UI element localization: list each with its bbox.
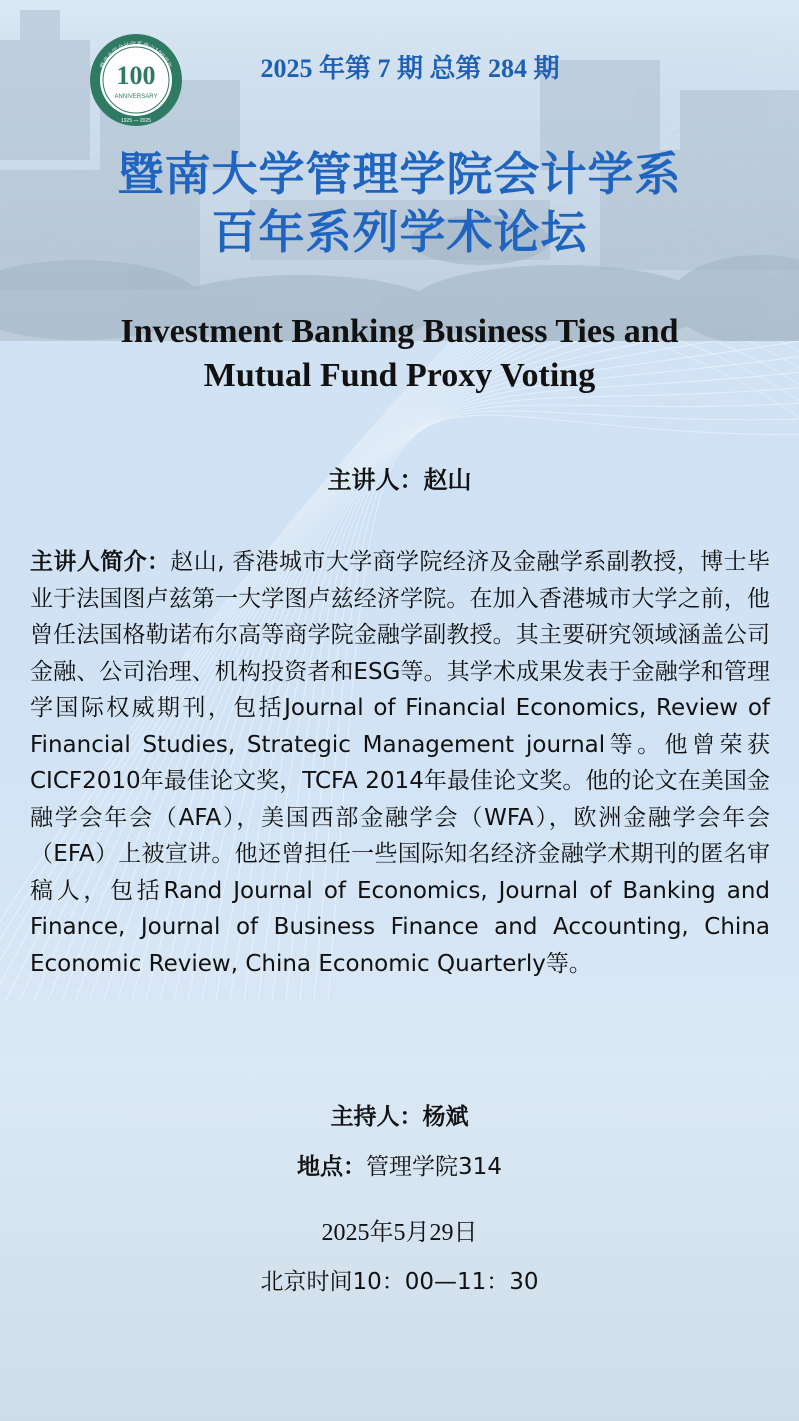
forum-title-line2: 百年系列学术论坛 <box>211 205 588 259</box>
venue-label: 地点： <box>297 1154 367 1180</box>
logo-label: ANNIVERSARY <box>114 94 158 100</box>
lecture-title-line1: Investment Banking Business Ties and <box>120 313 679 350</box>
anniversary-logo <box>88 32 184 128</box>
lecture-title <box>0 310 799 398</box>
lecture-title-line2: Mutual Fund Proxy Voting <box>203 357 596 394</box>
speaker-label: 主讲人： <box>327 466 424 494</box>
venue-value: 管理学院314 <box>366 1154 502 1180</box>
logo-arc-text: 暨南大学会计学系成立100周年 <box>99 40 173 70</box>
speaker <box>0 460 799 495</box>
speaker-bio <box>30 544 770 982</box>
event-time: 北京时间10：00—11：30 <box>260 1269 539 1295</box>
event-date: 2025年5月29日 <box>321 1220 478 1246</box>
venue <box>0 1148 799 1181</box>
logo-number: 100 <box>116 61 156 90</box>
bio-text: 赵山, 香港城市大学商学院经济及金融学系副教授，博士毕业于法国图卢兹第一大学图卢兹经济学院。在加入香港城市大学之前，他曾任法国格勒诺布尔高等商学院金融学副教授。其主要研究领域涵盖公司金融、公司治理、机构投资者和ESG等。其学术成果发表于金融学和管理学国际权威期刊，包括Journal of Financial Economics, Review of Financial Studies, Strategic Management journal等。他曾荣获CICF2010年最佳论文奖，TCFA 2014年最佳论文奖。他的论文在美国金融学会年会（AFA），美国西部金融学会（WFA），欧洲金融学会年会（EFA）上被宣讲。他还曾担任一些国际知名经济金融学术期刊的匿名审稿人，包括Rand Journal of Economics, Journal of Banking and Finance, Journal of Business Finance and Accounting, China Economic Review, China Economic Quarterly等。 <box>30 549 771 977</box>
logo-years: 1925 — 2025 <box>120 118 152 124</box>
forum-title-line1: 暨南大学管理学院会计学系 <box>117 147 682 201</box>
host: 主持人：杨斌 <box>330 1104 469 1130</box>
bio-label: 主讲人简介： <box>30 549 171 575</box>
issue-number: 2025 年第 7 期 总第 284 期 <box>260 54 560 83</box>
speaker-name: 赵山 <box>423 466 472 494</box>
